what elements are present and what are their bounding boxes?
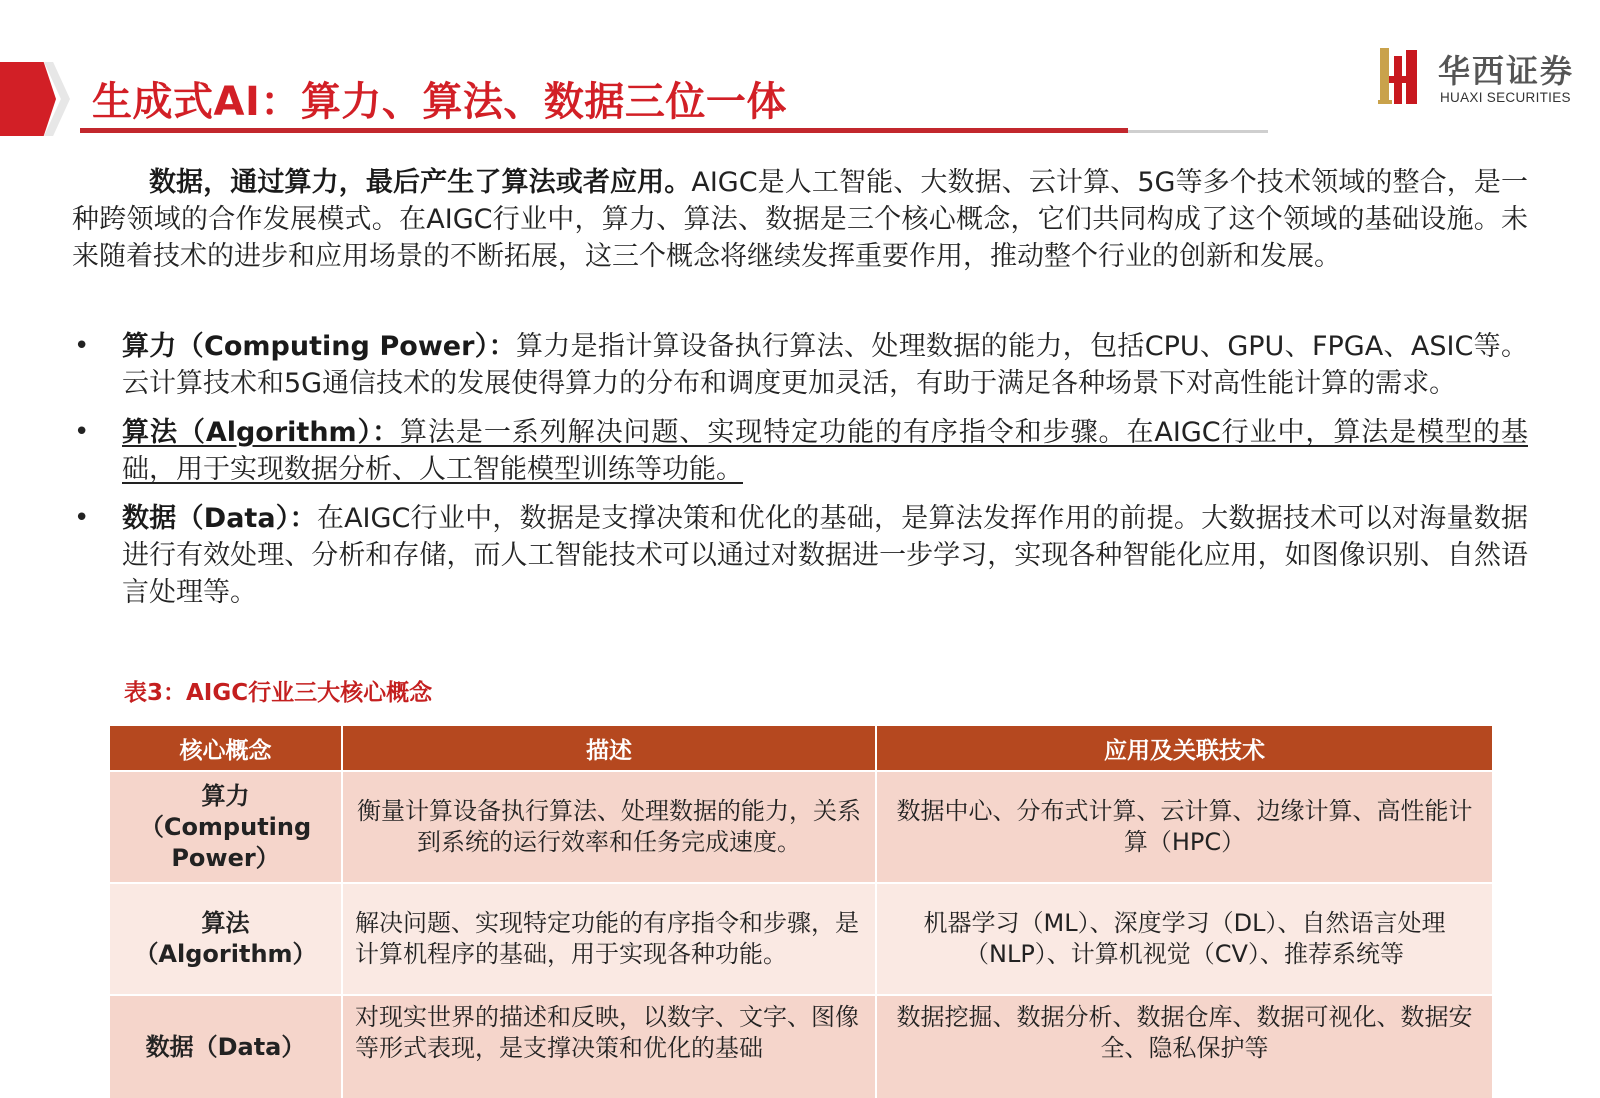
bullet-term: 算力（Computing Power）： — [122, 331, 516, 362]
logo-chinese-name: 华西证券 — [1438, 52, 1575, 90]
bullet-algorithm — [72, 414, 1528, 488]
applications-cell: 数据挖掘、数据分析、数据仓库、数据可视化、数据安全、隐私保护等 — [876, 995, 1492, 1098]
table-header-row — [110, 726, 1492, 771]
applications-cell: 机器学习（ML）、深度学习（DL）、自然语言处理（NLP）、计算机视觉（CV）、推荐系统等 — [876, 883, 1492, 995]
concept-name: 算法 — [201, 909, 250, 937]
company-logo — [1378, 42, 1578, 112]
bullet-marker: • — [74, 503, 90, 533]
bullet-term: 数据（Data）： — [122, 503, 317, 534]
title-flag-shape — [0, 62, 56, 136]
concept-name: 数据（Data） — [145, 1032, 306, 1061]
bullet-text: 算力是指计算设备执行算法、处理数据的能力，包括CPU、GPU、FPGA、ASIC等。云计算技术和5G通信技术的发展使得算力的分布和调度更加灵活，有助于满足各种场景下对高性能计算的需求。 — [122, 331, 1528, 399]
column-header-concept: 核心概念 — [110, 726, 342, 771]
core-concepts-table — [110, 726, 1492, 1098]
concept-name: 算力 — [201, 781, 250, 810]
column-header-applications: 应用及关联技术 — [876, 726, 1492, 771]
bullet-marker: • — [74, 417, 90, 447]
concept-english: （Algorithm） — [134, 940, 317, 968]
table-caption: 表3：AIGC行业三大核心概念 — [124, 680, 433, 706]
logo-english-name: HUAXI SECURITIES — [1440, 90, 1571, 105]
concept-cell — [110, 883, 342, 995]
page-title: 生成式AI：算力、算法、数据三位一体 — [92, 79, 787, 125]
title-underline-tail — [1128, 130, 1268, 133]
table-row — [110, 883, 1492, 995]
description-cell: 对现实世界的描述和反映，以数字、文字、图像等形式表现，是支撑决策和优化的基础 — [342, 995, 876, 1098]
description-cell: 衡量计算设备执行算法、处理数据的能力，关系到系统的运行效率和任务完成速度。 — [342, 771, 876, 883]
bullet-data — [72, 500, 1528, 611]
intro-paragraph — [72, 164, 1528, 275]
concept-cell — [110, 771, 342, 883]
title-underline — [80, 128, 1128, 133]
description-cell: 解决问题、实现特定功能的有序指令和步骤，是计算机程序的基础，用于实现各种功能。 — [342, 883, 876, 995]
intro-text: AIGC是人工智能、大数据、云计算、5G等多个技术领域的整合，是一种跨领域的合作发展模式。在AIGC行业中，算力、算法、数据是三个核心概念，它们共同构成了这个领域的基础设施。未来随着技术的进步和应用场景的不断拓展，这三个概念将继续发挥重要作用，推动整个行业的创新和发展。 — [72, 167, 1529, 272]
table-row — [110, 995, 1492, 1098]
table-row — [110, 771, 1492, 883]
bullet-text: 在AIGC行业中，数据是支撑决策和优化的基础，是算法发挥作用的前提。大数据技术可以对海量数据进行有效处理、分析和存储，而人工智能技术可以通过对数据进一步学习，实现各种智能化应用，如图像识别、自然语言处理等。 — [122, 503, 1528, 608]
intro-bold-lead: 数据，通过算力，最后产生了算法或者应用。 — [148, 167, 692, 198]
concept-cell — [110, 995, 342, 1098]
concept-bullet-list — [72, 328, 1528, 611]
concept-english: （Computing — [139, 812, 312, 841]
bullet-term: 算法（Algorithm）： — [122, 417, 401, 448]
bullet-marker: • — [74, 331, 90, 361]
bullet-computing-power — [72, 328, 1528, 402]
huaxi-logo-icon — [1378, 46, 1426, 108]
bullet-text: 算法是一系列解决问题、实现特定功能的有序指令和步骤。在AIGC行业中，算法是模型的基础，用于实现数据分析、人工智能模型训练等功能。 — [122, 417, 1528, 485]
applications-cell: 数据中心、分布式计算、云计算、边缘计算、高性能计算（HPC） — [876, 771, 1492, 883]
concept-english-cont: Power） — [171, 843, 280, 872]
column-header-description: 描述 — [342, 726, 876, 771]
